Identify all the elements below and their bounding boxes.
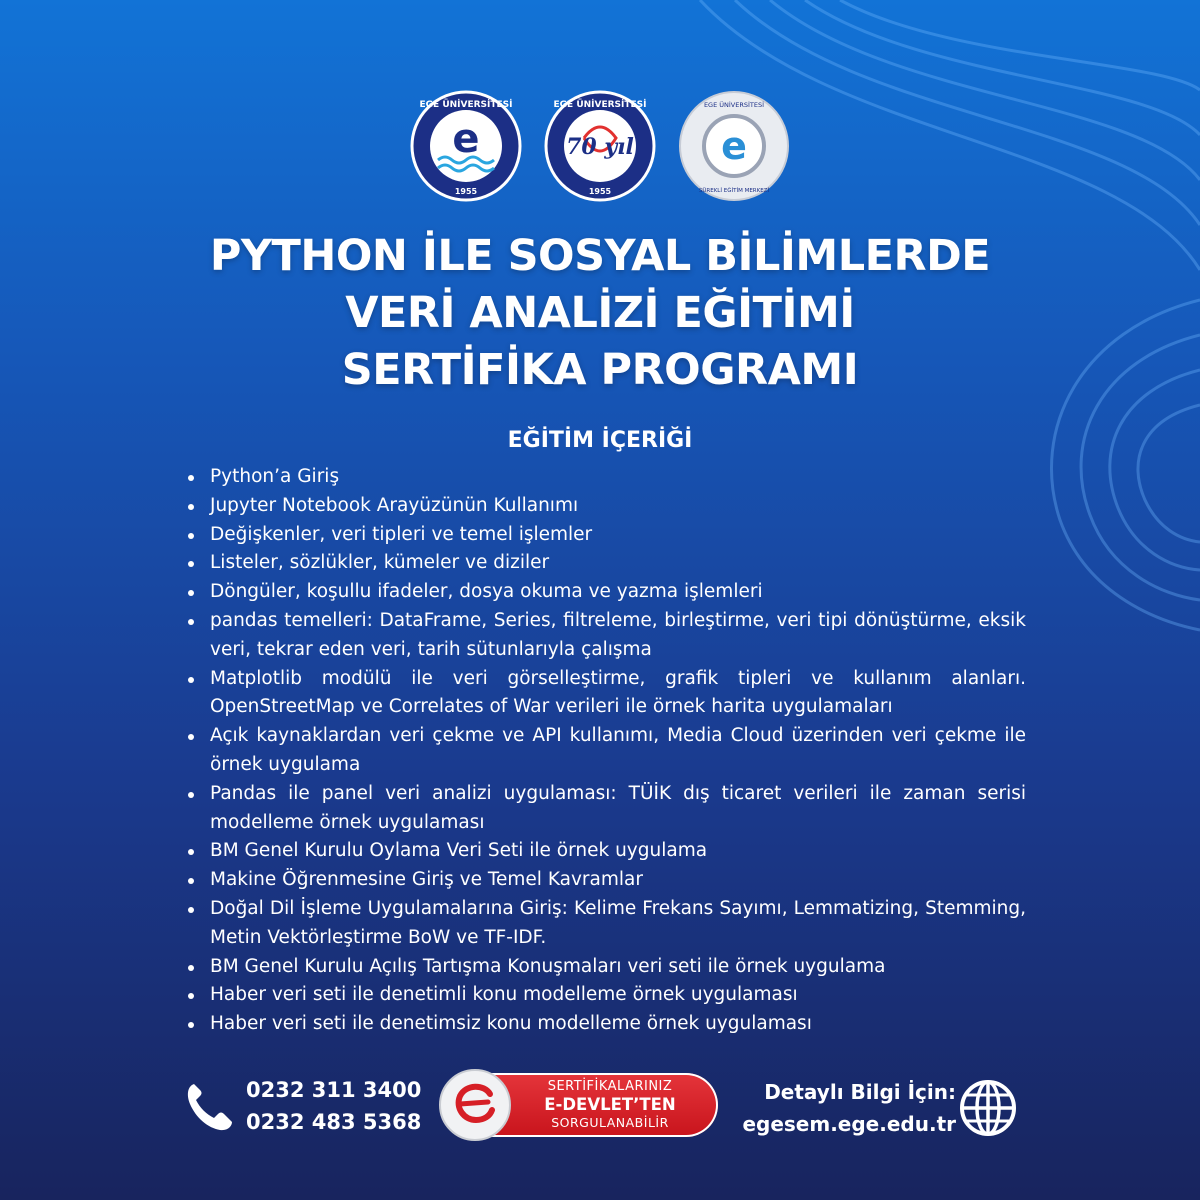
svg-text:EGE ÜNİVERSİTESİ: EGE ÜNİVERSİTESİ: [553, 100, 647, 110]
title-line-1: PYTHON İLE SOSYAL BİLİMLERDE: [209, 231, 991, 281]
phone-icon: [180, 1076, 240, 1136]
svg-text:1955: 1955: [588, 187, 612, 196]
title-line-2: VERİ ANALİZİ EĞİTİMİ: [345, 288, 855, 338]
section-title: EĞİTİM İÇERİĞİ: [507, 428, 693, 453]
list-item: BM Genel Kurulu Oylama Veri Seti ile örnek uygulama: [184, 837, 1026, 866]
phone-2[interactable]: 0232 483 5368: [246, 1110, 422, 1134]
website-link[interactable]: egesem.ege.edu.tr: [742, 1112, 956, 1136]
list-item: Değişkenler, veri tipleri ve temel işlemler: [184, 521, 1026, 550]
svg-text:e: e: [721, 124, 747, 168]
info-block: [742, 1076, 956, 1140]
e-devlet-banner: [482, 1073, 718, 1137]
list-item: Haber veri seti ile denetimsiz konu modelleme örnek uygulaması: [184, 1010, 1026, 1039]
badge-line-3: SORGULANABİLİR: [551, 1115, 669, 1130]
list-item: Matplotlib modülü ile veri görselleştirme, grafik tipleri ve kullanım alanları. OpenStreetMap ve Correlates of War verileri ile örnek harita uygulamaları: [184, 665, 1026, 723]
badge-line-1: SERTİFİKALARINIZ: [547, 1079, 673, 1094]
ege-70-year-logo: [544, 90, 656, 202]
e-devlet-badge: [438, 1068, 720, 1142]
list-item: Haber veri seti ile denetimli konu modelleme örnek uygulaması: [184, 981, 1026, 1010]
badge-line-2: E-DEVLET’TEN: [544, 1095, 676, 1114]
ege-university-logo: [410, 90, 522, 202]
logo-row: [0, 90, 1200, 202]
svg-text:e: e: [452, 116, 480, 162]
svg-text:70 yıl: 70 yıl: [566, 134, 634, 160]
list-item: BM Genel Kurulu Açılış Tartışma Konuşmaları veri seti ile örnek uygulama: [184, 953, 1026, 982]
info-label: Detaylı Bilgi İçin:: [764, 1080, 956, 1104]
content-list: [184, 463, 1026, 1039]
program-title: [0, 228, 1200, 399]
svg-text:EGE ÜNİVERSİTESİ: EGE ÜNİVERSİTESİ: [703, 101, 765, 109]
list-item: Doğal Dil İşleme Uygulamalarına Giriş: Kelime Frekans Sayımı, Lemmatizing, Stemming, Metin Vektörleştirme BoW ve TF-IDF.: [184, 895, 1026, 953]
list-item: Makine Öğrenmesine Giriş ve Temel Kavramlar: [184, 866, 1026, 895]
phone-1[interactable]: 0232 311 3400: [246, 1078, 422, 1102]
list-item: Açık kaynaklardan veri çekme ve API kullanımı, Media Cloud üzerinden veri çekme ile örnek uygulama: [184, 722, 1026, 780]
svg-text:1955: 1955: [454, 187, 478, 196]
list-item: Döngüler, koşullu ifadeler, dosya okuma ve yazma işlemleri: [184, 578, 1026, 607]
list-item: Jupyter Notebook Arayüzünün Kullanımı: [184, 492, 1026, 521]
list-item: Pandas ile panel veri analizi uygulaması: TÜİK dış ticaret verileri ile zaman serisi modelleme örnek uygulaması: [184, 780, 1026, 838]
phone-numbers: [246, 1074, 421, 1138]
egesem-logo: [678, 90, 790, 202]
e-devlet-icon: [438, 1068, 512, 1142]
svg-text:SÜREKLİ EĞİTİM MERKEZİ: SÜREKLİ EĞİTİM MERKEZİ: [698, 188, 770, 194]
footer: [0, 1068, 1200, 1148]
globe-icon: [958, 1078, 1018, 1138]
svg-text:EGE ÜNİVERSİTESİ: EGE ÜNİVERSİTESİ: [419, 100, 513, 110]
list-item: pandas temelleri: DataFrame, Series, filtreleme, birleştirme, veri tipi dönüştürme, eksik veri, tekrar eden veri, tarih sütunlarıyla çalışma: [184, 607, 1026, 665]
list-item: Python’a Giriş: [184, 463, 1026, 492]
title-line-3: SERTİFİKA PROGRAMI: [341, 345, 859, 395]
list-item: Listeler, sözlükler, kümeler ve diziler: [184, 549, 1026, 578]
